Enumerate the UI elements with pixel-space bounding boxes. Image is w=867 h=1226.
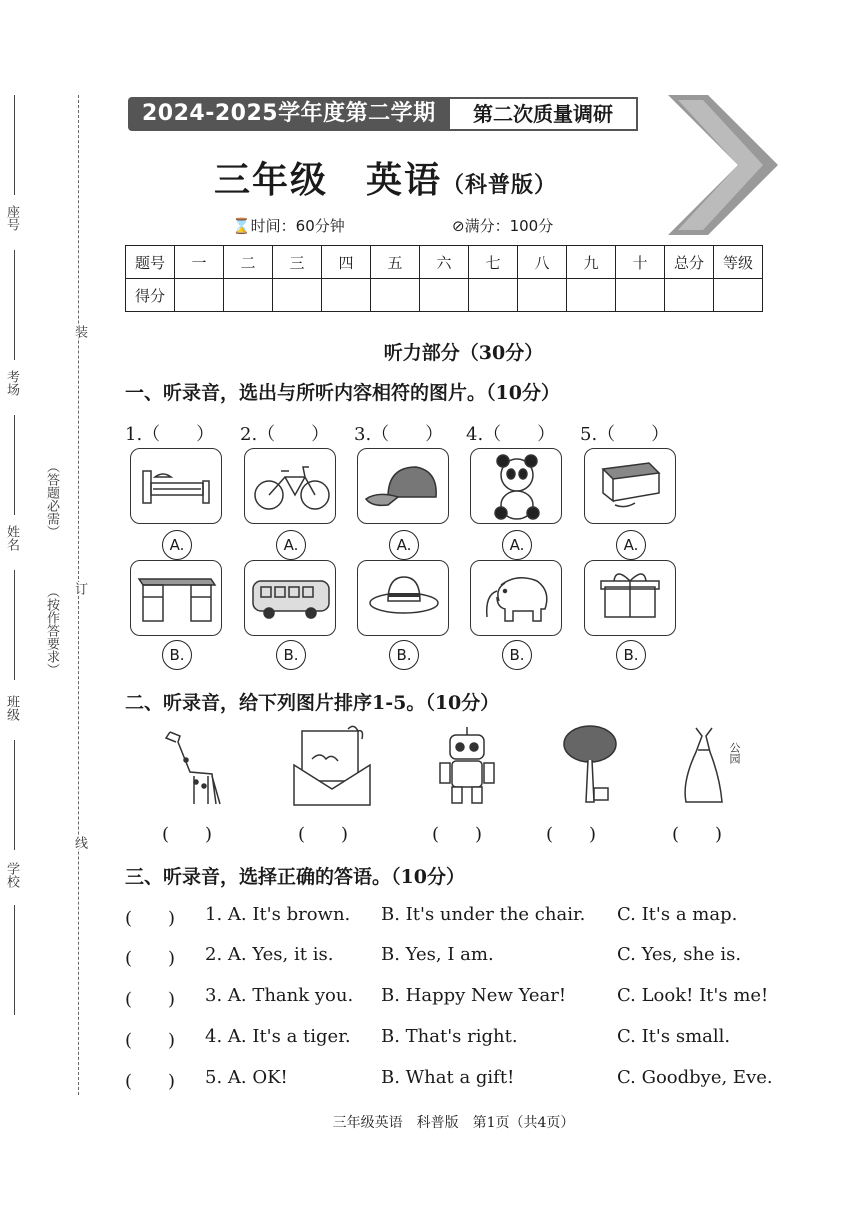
- exam-title-main: 三年级 英语: [214, 159, 443, 201]
- exam-title: [214, 152, 557, 203]
- bed-icon: [131, 449, 223, 525]
- desk-picture: [130, 560, 222, 636]
- row4-option-b: B. That's right.: [381, 1026, 518, 1047]
- score-table-header-row: [126, 246, 763, 279]
- score-cell-header: 八: [518, 246, 567, 279]
- score-input-cell[interactable]: [518, 279, 567, 312]
- row2-option-c: C. Yes, she is.: [617, 944, 742, 965]
- score-cell-header: 五: [371, 246, 420, 279]
- exam-full-score: ⊘满分：100分: [452, 217, 554, 235]
- row1-option-b: B. It's under the chair.: [381, 904, 586, 925]
- bus-icon: [245, 561, 337, 637]
- binding-dashed-line: [78, 95, 79, 1095]
- answer-blank-3[interactable]: ( ): [125, 989, 176, 1010]
- answer-blank-2[interactable]: ( ): [125, 948, 176, 969]
- order-blank-4[interactable]: ( ): [546, 824, 597, 845]
- dress-label-text: 公园: [728, 742, 741, 764]
- box-icon: [585, 449, 677, 525]
- section1-title: 一、听录音，选出与所听内容相符的图片。（10分）: [125, 382, 560, 404]
- row3-option-b: B. Happy New Year!: [381, 985, 567, 1006]
- score-cell-header: 六: [420, 246, 469, 279]
- score-cell-header: 七: [469, 246, 518, 279]
- panda-icon: [471, 449, 563, 525]
- score-input-cell[interactable]: [665, 279, 714, 312]
- score-cell-header: 三: [273, 246, 322, 279]
- score-cell-header: 等级: [714, 246, 763, 279]
- order-blank-3[interactable]: ( ): [432, 824, 483, 845]
- score-input-cell[interactable]: [567, 279, 616, 312]
- score-cell-header: 十: [616, 246, 665, 279]
- hat-picture: [357, 560, 449, 636]
- order-blank-5[interactable]: ( ): [672, 824, 723, 845]
- exam-title-edition: （科普版）: [442, 172, 558, 198]
- cap-icon: [358, 449, 450, 525]
- dress-icon: [666, 722, 746, 812]
- row5-option-b: B. What a gift!: [381, 1067, 515, 1088]
- row3-option-a: 3. A. Thank you.: [205, 985, 354, 1006]
- q3-option-a-button[interactable]: A.: [389, 530, 419, 560]
- score-row-label: 得分: [126, 279, 175, 312]
- seat-label: 座号: [4, 205, 19, 231]
- score-table: [125, 245, 763, 312]
- exam-time: ⌛时间：60分钟: [232, 217, 345, 235]
- cap-picture: [357, 448, 449, 524]
- q2-answer-blank[interactable]: 2.（ ）: [240, 424, 330, 445]
- semester-banner: 2024-2025学年度第二学期: [128, 97, 448, 131]
- robot-icon: [432, 725, 502, 810]
- bed-picture: [130, 448, 222, 524]
- answer-blank-1[interactable]: ( ): [125, 908, 176, 929]
- score-cell-header: 二: [224, 246, 273, 279]
- row3-option-c: C. Look! It's me!: [617, 985, 769, 1006]
- elephant-icon: [471, 561, 563, 637]
- score-cell-header: 题号: [126, 246, 175, 279]
- bicycle-picture: [244, 448, 336, 524]
- score-input-cell[interactable]: [224, 279, 273, 312]
- seal-char-3: 线: [72, 836, 87, 849]
- score-input-cell[interactable]: [371, 279, 420, 312]
- card-envelope-icon: [288, 725, 378, 810]
- hat-icon: [358, 561, 450, 637]
- row2-option-b: B. Yes, I am.: [381, 944, 494, 965]
- row5-option-a: 5. A. OK!: [205, 1067, 288, 1088]
- score-input-cell[interactable]: [273, 279, 322, 312]
- q1-option-a-button[interactable]: A.: [162, 530, 192, 560]
- bottom-blank-line: [14, 905, 15, 1015]
- header-chevron-graphic: [668, 95, 778, 235]
- score-input-cell[interactable]: [616, 279, 665, 312]
- order-blank-1[interactable]: ( ): [162, 824, 213, 845]
- score-input-cell[interactable]: [469, 279, 518, 312]
- score-cell-header: 一: [175, 246, 224, 279]
- binding-note-top: （答题必需）: [44, 460, 59, 538]
- row5-option-c: C. Goodbye, Eve.: [617, 1067, 773, 1088]
- row4-option-c: C. It's small.: [617, 1026, 731, 1047]
- order-blank-2[interactable]: ( ): [298, 824, 349, 845]
- name-label: 姓名: [4, 525, 19, 551]
- seat-blank-line: [14, 95, 15, 195]
- row1-option-c: C. It's a map.: [617, 904, 738, 925]
- section2-title: 二、听录音，给下列图片排序1-5。（10分）: [125, 692, 500, 714]
- score-cell-header: 总分: [665, 246, 714, 279]
- school-blank-line: [14, 740, 15, 850]
- tree-icon: [552, 722, 632, 812]
- answer-blank-4[interactable]: ( ): [125, 1030, 176, 1051]
- row1-option-a: 1. A. It's brown.: [205, 904, 351, 925]
- score-input-cell[interactable]: [322, 279, 371, 312]
- school-label: 学校: [4, 862, 19, 888]
- answer-blank-5[interactable]: ( ): [125, 1071, 176, 1092]
- row2-option-a: 2. A. Yes, it is.: [205, 944, 334, 965]
- gift-picture: [584, 560, 676, 636]
- q3-answer-blank[interactable]: 3.（ ）: [354, 424, 444, 445]
- bus-picture: [244, 560, 336, 636]
- score-cell-header: 九: [567, 246, 616, 279]
- section3-title: 三、听录音，选择正确的答语。（10分）: [125, 866, 465, 888]
- score-input-cell[interactable]: [175, 279, 224, 312]
- desk-icon: [131, 561, 223, 637]
- q1-answer-blank[interactable]: 1.（ ）: [125, 424, 215, 445]
- elephant-picture: [470, 560, 562, 636]
- row4-option-a: 4. A. It's a tiger.: [205, 1026, 351, 1047]
- score-input-cell[interactable]: [714, 279, 763, 312]
- score-table-score-row: [126, 279, 763, 312]
- q2-option-b-button[interactable]: B.: [276, 640, 306, 670]
- q4-option-b-button[interactable]: B.: [502, 640, 532, 670]
- q3-option-b-button[interactable]: B.: [389, 640, 419, 670]
- q5-answer-blank[interactable]: 5.（ ）: [580, 424, 670, 445]
- q4-option-a-button[interactable]: A.: [502, 530, 532, 560]
- giraffe-icon: [150, 722, 230, 812]
- score-input-cell[interactable]: [420, 279, 469, 312]
- q5-option-b-button[interactable]: B.: [616, 640, 646, 670]
- panda-picture: [470, 448, 562, 524]
- score-cell-header: 四: [322, 246, 371, 279]
- q2-option-a-button[interactable]: A.: [276, 530, 306, 560]
- q1-option-b-button[interactable]: B.: [162, 640, 192, 670]
- q5-option-a-button[interactable]: A.: [616, 530, 646, 560]
- class-blank-line: [14, 570, 15, 680]
- room-label: 考场: [4, 370, 19, 396]
- name-blank-line: [14, 415, 15, 515]
- seal-char-1: 装: [72, 325, 87, 338]
- listening-part-title: 听力部分（30分）: [383, 342, 544, 364]
- page-footer: 三年级英语 科普版 第1页（共4页）: [332, 1115, 575, 1131]
- class-label: 班级: [4, 695, 19, 721]
- exam-type-banner: 第二次质量调研: [448, 97, 638, 131]
- seal-char-2: 订: [72, 582, 87, 595]
- gift-icon: [585, 561, 677, 637]
- box-picture: [584, 448, 676, 524]
- q4-answer-blank[interactable]: 4.（ ）: [466, 424, 556, 445]
- bicycle-icon: [245, 449, 337, 525]
- binding-note-bottom: （按作答要求）: [44, 585, 59, 676]
